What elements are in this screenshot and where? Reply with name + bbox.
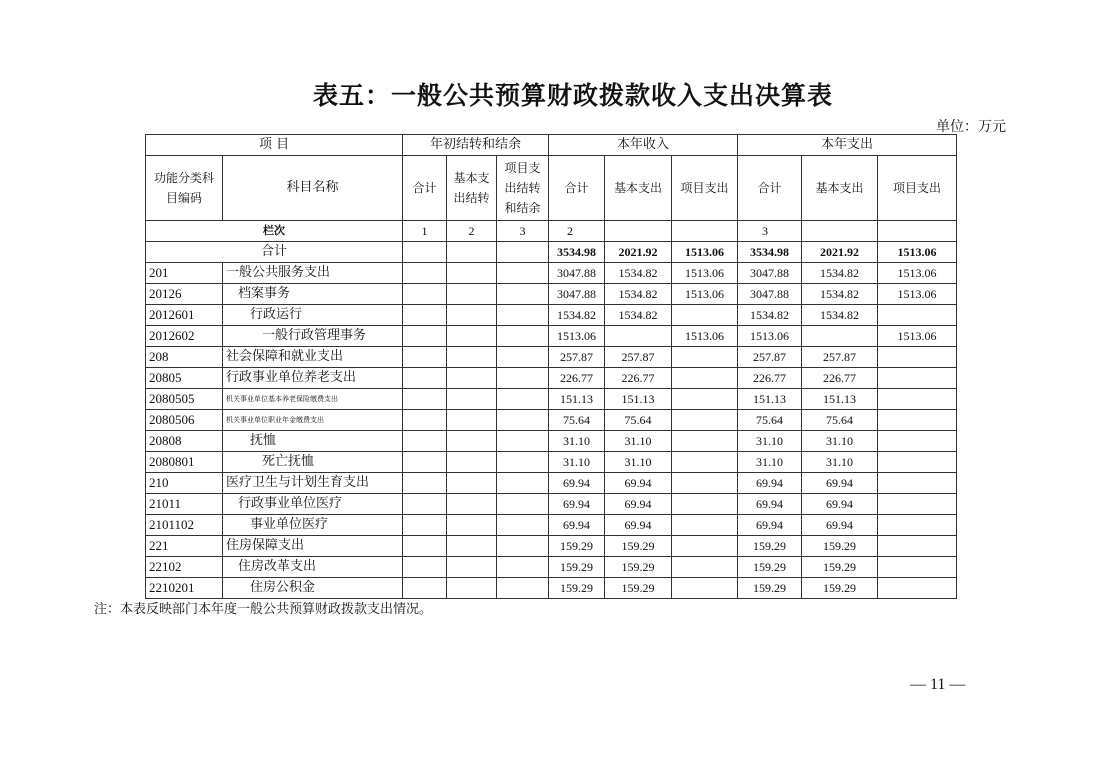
- col-no-empty: [802, 221, 878, 242]
- cell-expense-project: [878, 410, 957, 431]
- cell-income-total: 159.29: [549, 578, 605, 599]
- col-no-empty: [672, 221, 738, 242]
- cell-income-total: 69.94: [549, 515, 605, 536]
- cell-income-total: 3047.88: [549, 284, 605, 305]
- row-subject-name: 行政运行: [223, 305, 403, 326]
- cell-income-project: [672, 305, 738, 326]
- cell-carry-project: [497, 326, 549, 347]
- cell-expense-total: 69.94: [738, 494, 802, 515]
- cell-expense-total: 3047.88: [738, 263, 802, 284]
- cell-carry-project: [497, 368, 549, 389]
- table-row: [146, 326, 957, 347]
- cell-expense-basic: 159.29: [802, 536, 878, 557]
- header-income: 本年收入: [549, 135, 738, 156]
- row-code: 2080506: [146, 410, 223, 431]
- cell-expense-project: [878, 578, 957, 599]
- column-number-label: 栏次: [146, 221, 403, 242]
- cell-income-total: 226.77: [549, 368, 605, 389]
- cell-carry-project: [497, 431, 549, 452]
- cell-empty: [403, 242, 447, 263]
- cell-income-basic: 226.77: [605, 368, 672, 389]
- row-subject-name: 行政事业单位医疗: [223, 494, 403, 515]
- cell-carry-basic: [447, 389, 497, 410]
- cell-expense-project: [878, 452, 957, 473]
- header-project-carry: 项目支出结转和结余: [497, 156, 549, 221]
- header-carry-total: 合计: [403, 156, 447, 221]
- cell-expense-total: 69.94: [738, 515, 802, 536]
- cell-expense-total: 257.87: [738, 347, 802, 368]
- cell-expense-basic: 1534.82: [802, 284, 878, 305]
- cell-expense-total: 31.10: [738, 431, 802, 452]
- cell-carry-total: [403, 557, 447, 578]
- cell-expense-basic: 31.10: [802, 452, 878, 473]
- row-subject-name: 死亡抚恤: [223, 452, 403, 473]
- cell-income-basic: 1534.82: [605, 263, 672, 284]
- cell-expense-basic: 159.29: [802, 557, 878, 578]
- table-row: [146, 347, 957, 368]
- row-subject-name: 一般公共服务支出: [223, 263, 403, 284]
- cell-income-total: 1534.82: [549, 305, 605, 326]
- cell-carry-project: [497, 305, 549, 326]
- cell-income-total: 75.64: [549, 410, 605, 431]
- cell-expense-total: 69.94: [738, 473, 802, 494]
- cell-carry-total: [403, 515, 447, 536]
- cell-expense-project: 1513.06: [878, 263, 957, 284]
- cell-carry-project: [497, 515, 549, 536]
- table-row: [146, 494, 957, 515]
- cell-carry-basic: [447, 536, 497, 557]
- row-code: 2080505: [146, 389, 223, 410]
- header-basic-carry: 基本支出结转: [447, 156, 497, 221]
- cell-income-project: [672, 452, 738, 473]
- total-income-total: 3534.98: [549, 242, 605, 263]
- cell-expense-total: 159.29: [738, 578, 802, 599]
- col-no-empty: [605, 221, 672, 242]
- cell-income-total: 257.87: [549, 347, 605, 368]
- header-project: 项 目: [146, 135, 403, 156]
- cell-carry-total: [403, 389, 447, 410]
- cell-income-project: [672, 557, 738, 578]
- table-row: [146, 410, 957, 431]
- cell-carry-project: [497, 536, 549, 557]
- cell-expense-total: 75.64: [738, 410, 802, 431]
- cell-income-project: 1513.06: [672, 263, 738, 284]
- cell-carry-project: [497, 347, 549, 368]
- header-row-1: [146, 135, 957, 156]
- cell-income-basic: 31.10: [605, 431, 672, 452]
- cell-expense-total: 31.10: [738, 452, 802, 473]
- cell-carry-basic: [447, 578, 497, 599]
- row-code: 20805: [146, 368, 223, 389]
- cell-income-project: [672, 389, 738, 410]
- table-row: [146, 389, 957, 410]
- cell-carry-project: [497, 578, 549, 599]
- cell-empty: [497, 242, 549, 263]
- cell-income-basic: 31.10: [605, 452, 672, 473]
- row-subject-name: 住房改革支出: [223, 557, 403, 578]
- table-row: [146, 515, 957, 536]
- cell-carry-basic: [447, 494, 497, 515]
- cell-income-project: 1513.06: [672, 326, 738, 347]
- cell-expense-basic: 69.94: [802, 473, 878, 494]
- cell-expense-project: 1513.06: [878, 284, 957, 305]
- row-code: 201: [146, 263, 223, 284]
- cell-carry-project: [497, 494, 549, 515]
- cell-income-total: 159.29: [549, 536, 605, 557]
- cell-carry-total: [403, 578, 447, 599]
- table-row: [146, 431, 957, 452]
- header-carry-over: 年初结转和结余: [403, 135, 549, 156]
- table-row: [146, 284, 957, 305]
- row-code: 208: [146, 347, 223, 368]
- cell-carry-basic: [447, 347, 497, 368]
- cell-carry-basic: [447, 515, 497, 536]
- cell-expense-project: [878, 515, 957, 536]
- cell-income-basic: 159.29: [605, 536, 672, 557]
- cell-income-basic: 159.29: [605, 557, 672, 578]
- header-expense-project: 项目支出: [878, 156, 957, 221]
- cell-carry-project: [497, 473, 549, 494]
- cell-carry-basic: [447, 410, 497, 431]
- row-code: 2080801: [146, 452, 223, 473]
- cell-expense-project: 1513.06: [878, 326, 957, 347]
- cell-carry-total: [403, 536, 447, 557]
- column-number-row: [146, 221, 957, 242]
- cell-income-project: 1513.06: [672, 284, 738, 305]
- document-title: 表五：一般公共预算财政拨款收入支出决算表: [312, 81, 833, 110]
- cell-income-total: 3047.88: [549, 263, 605, 284]
- row-subject-name: 住房公积金: [223, 578, 403, 599]
- header-subject-name: 科目名称: [223, 156, 403, 221]
- cell-expense-basic: [802, 326, 878, 347]
- table-row: [146, 536, 957, 557]
- header-expense-basic: 基本支出: [802, 156, 878, 221]
- cell-expense-project: [878, 368, 957, 389]
- col-no: 3: [497, 221, 549, 242]
- unit-label: 单位：万元: [936, 119, 1006, 135]
- header-income-project: 项目支出: [672, 156, 738, 221]
- cell-carry-total: [403, 368, 447, 389]
- cell-carry-total: [403, 452, 447, 473]
- cell-carry-total: [403, 305, 447, 326]
- row-code: 20808: [146, 431, 223, 452]
- cell-expense-basic: 1534.82: [802, 305, 878, 326]
- cell-carry-basic: [447, 452, 497, 473]
- total-expense-total: 3534.98: [738, 242, 802, 263]
- cell-carry-total: [403, 284, 447, 305]
- table-row: [146, 578, 957, 599]
- cell-expense-project: [878, 431, 957, 452]
- cell-income-basic: 159.29: [605, 578, 672, 599]
- header-income-basic: 基本支出: [605, 156, 672, 221]
- budget-table: [145, 134, 957, 599]
- cell-income-total: 69.94: [549, 494, 605, 515]
- cell-income-basic: 151.13: [605, 389, 672, 410]
- row-subject-name: 机关事业单位职业年金缴费支出: [223, 410, 403, 431]
- cell-income-basic: 69.94: [605, 494, 672, 515]
- cell-carry-basic: [447, 473, 497, 494]
- row-code: 2012601: [146, 305, 223, 326]
- cell-income-project: [672, 347, 738, 368]
- cell-expense-project: [878, 347, 957, 368]
- cell-expense-basic: 151.13: [802, 389, 878, 410]
- table-row: [146, 452, 957, 473]
- cell-carry-basic: [447, 305, 497, 326]
- cell-carry-basic: [447, 431, 497, 452]
- header-row-2: [146, 156, 957, 221]
- table-row: [146, 473, 957, 494]
- table-row: [146, 263, 957, 284]
- total-expense-basic: 2021.92: [802, 242, 878, 263]
- col-no: 3: [738, 221, 802, 242]
- footnote: 注：本表反映部门本年度一般公共预算财政拨款支出情况。: [94, 602, 433, 617]
- cell-carry-total: [403, 263, 447, 284]
- cell-income-project: [672, 536, 738, 557]
- row-subject-name: 社会保障和就业支出: [223, 347, 403, 368]
- row-subject-name: 住房保障支出: [223, 536, 403, 557]
- cell-expense-project: [878, 494, 957, 515]
- cell-expense-basic: 75.64: [802, 410, 878, 431]
- total-income-project: 1513.06: [672, 242, 738, 263]
- cell-income-basic: 257.87: [605, 347, 672, 368]
- cell-income-project: [672, 410, 738, 431]
- cell-expense-total: 3047.88: [738, 284, 802, 305]
- cell-carry-basic: [447, 263, 497, 284]
- cell-carry-total: [403, 326, 447, 347]
- col-no-empty: [878, 221, 957, 242]
- row-subject-name: 机关事业单位基本养老保险缴费支出: [223, 389, 403, 410]
- cell-income-total: 69.94: [549, 473, 605, 494]
- cell-expense-project: [878, 536, 957, 557]
- cell-expense-total: 1513.06: [738, 326, 802, 347]
- cell-income-total: 31.10: [549, 431, 605, 452]
- cell-expense-total: 226.77: [738, 368, 802, 389]
- cell-income-total: 159.29: [549, 557, 605, 578]
- cell-income-project: [672, 473, 738, 494]
- cell-income-basic: [605, 326, 672, 347]
- cell-expense-basic: 257.87: [802, 347, 878, 368]
- cell-income-basic: 1534.82: [605, 305, 672, 326]
- row-code: 2012602: [146, 326, 223, 347]
- cell-expense-total: 1534.82: [738, 305, 802, 326]
- row-subject-name: 抚恤: [223, 431, 403, 452]
- cell-income-total: 151.13: [549, 389, 605, 410]
- row-code: 21011: [146, 494, 223, 515]
- cell-carry-basic: [447, 326, 497, 347]
- cell-income-project: [672, 368, 738, 389]
- cell-income-project: [672, 515, 738, 536]
- cell-income-project: [672, 431, 738, 452]
- row-code: 20126: [146, 284, 223, 305]
- cell-expense-project: [878, 389, 957, 410]
- cell-carry-project: [497, 389, 549, 410]
- total-income-basic: 2021.92: [605, 242, 672, 263]
- header-func-code: 功能分类科目编码: [146, 156, 223, 221]
- row-code: 2101102: [146, 515, 223, 536]
- header-expense: 本年支出: [738, 135, 957, 156]
- col-no: 2: [447, 221, 497, 242]
- total-expense-project: 1513.06: [878, 242, 957, 263]
- cell-carry-basic: [447, 368, 497, 389]
- header-income-total: 合计: [549, 156, 605, 221]
- cell-expense-basic: 1534.82: [802, 263, 878, 284]
- cell-income-total: 1513.06: [549, 326, 605, 347]
- cell-expense-basic: 69.94: [802, 515, 878, 536]
- row-code: 2210201: [146, 578, 223, 599]
- cell-carry-total: [403, 494, 447, 515]
- row-subject-name: 医疗卫生与计划生育支出: [223, 473, 403, 494]
- row-code: 221: [146, 536, 223, 557]
- cell-expense-basic: 226.77: [802, 368, 878, 389]
- cell-expense-project: [878, 473, 957, 494]
- cell-expense-basic: 31.10: [802, 431, 878, 452]
- cell-expense-total: 151.13: [738, 389, 802, 410]
- table-row: [146, 557, 957, 578]
- cell-income-basic: 1534.82: [605, 284, 672, 305]
- total-label: 合计: [146, 242, 403, 263]
- cell-carry-project: [497, 452, 549, 473]
- cell-carry-basic: [447, 557, 497, 578]
- cell-expense-basic: 159.29: [802, 578, 878, 599]
- table-row: [146, 305, 957, 326]
- cell-income-total: 31.10: [549, 452, 605, 473]
- cell-carry-project: [497, 263, 549, 284]
- cell-expense-project: [878, 557, 957, 578]
- cell-empty: [447, 242, 497, 263]
- cell-carry-total: [403, 410, 447, 431]
- cell-income-project: [672, 494, 738, 515]
- cell-carry-total: [403, 347, 447, 368]
- cell-income-basic: 69.94: [605, 473, 672, 494]
- cell-expense-project: [878, 305, 957, 326]
- cell-carry-total: [403, 473, 447, 494]
- cell-carry-project: [497, 284, 549, 305]
- header-expense-total: 合计: [738, 156, 802, 221]
- cell-carry-project: [497, 557, 549, 578]
- cell-carry-basic: [447, 284, 497, 305]
- col-no: 1: [403, 221, 447, 242]
- row-code: 210: [146, 473, 223, 494]
- cell-carry-total: [403, 431, 447, 452]
- row-subject-name: 行政事业单位养老支出: [223, 368, 403, 389]
- row-subject-name: 档案事务: [223, 284, 403, 305]
- cell-income-project: [672, 578, 738, 599]
- row-code: 22102: [146, 557, 223, 578]
- cell-income-basic: 69.94: [605, 515, 672, 536]
- table-row: [146, 368, 957, 389]
- row-subject-name: 一般行政管理事务: [223, 326, 403, 347]
- row-subject-name: 事业单位医疗: [223, 515, 403, 536]
- cell-expense-basic: 69.94: [802, 494, 878, 515]
- cell-income-basic: 75.64: [605, 410, 672, 431]
- total-row: [146, 242, 957, 263]
- cell-expense-total: 159.29: [738, 536, 802, 557]
- cell-carry-project: [497, 410, 549, 431]
- page-number: — 11 —: [910, 676, 966, 693]
- cell-expense-total: 159.29: [738, 557, 802, 578]
- col-no: 2: [549, 221, 605, 242]
